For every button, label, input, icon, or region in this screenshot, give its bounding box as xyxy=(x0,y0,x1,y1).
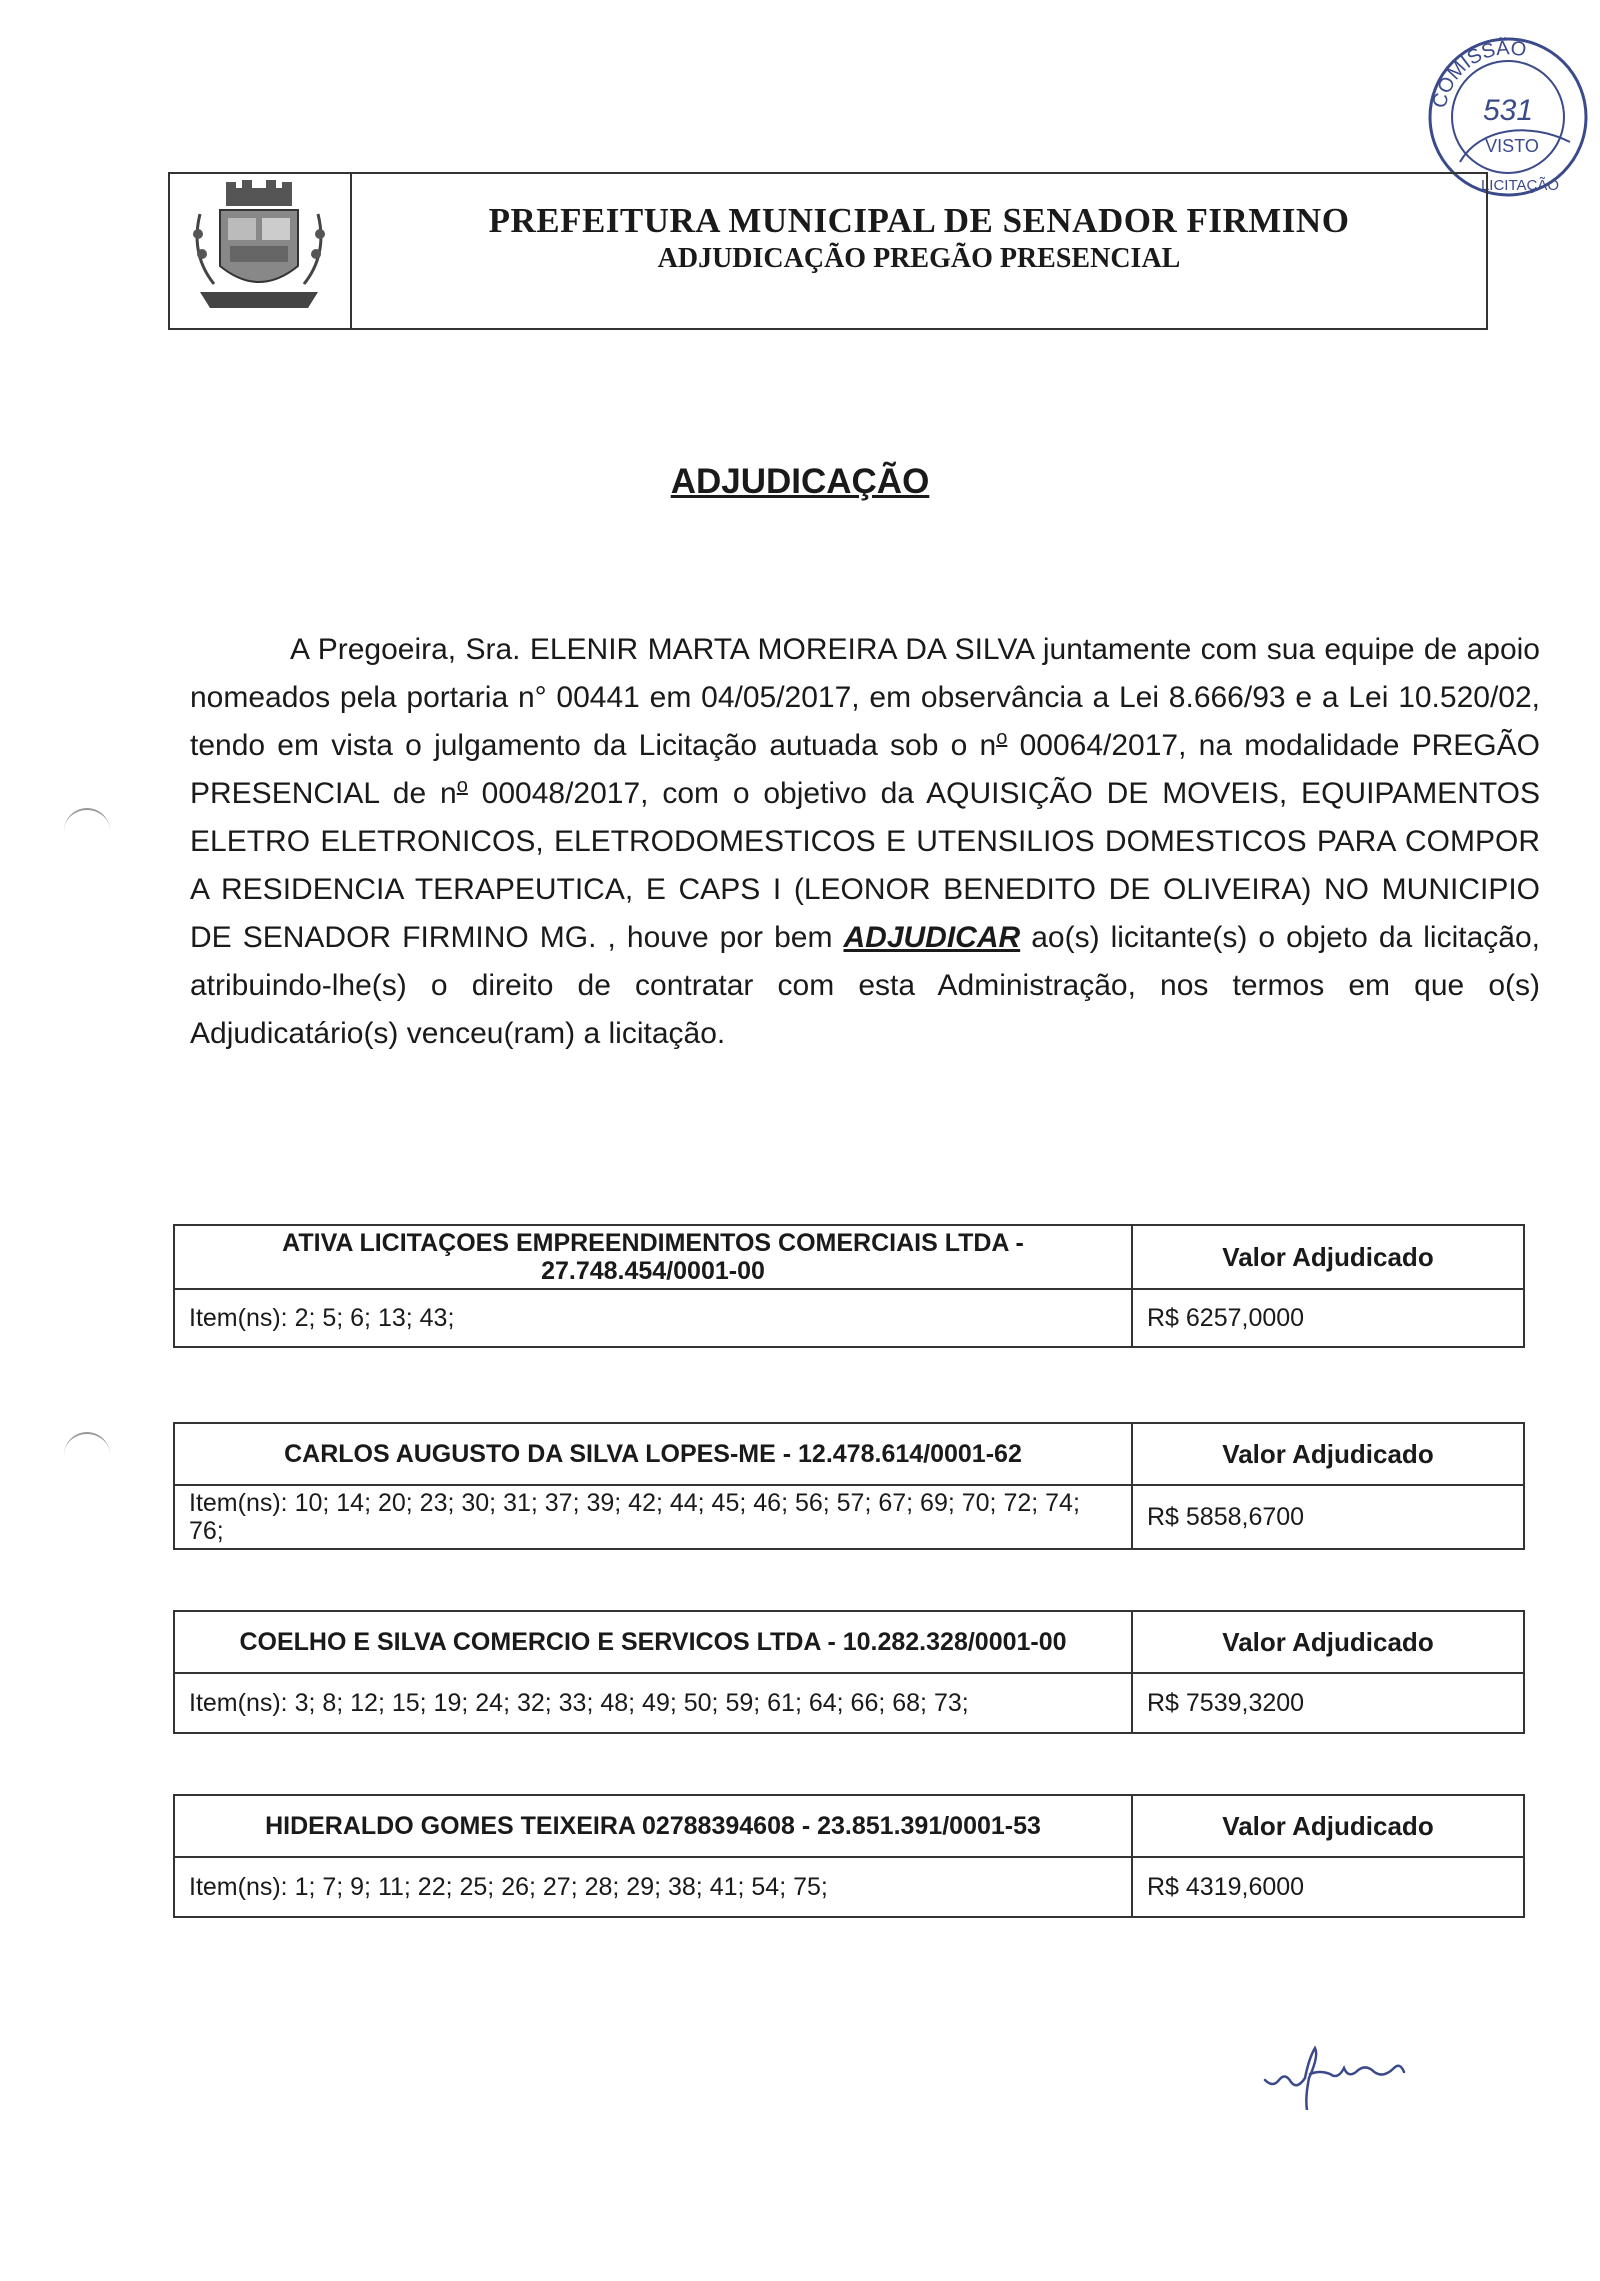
municipal-crest-icon xyxy=(170,174,348,328)
value-header: Valor Adjudicado xyxy=(1132,1423,1524,1485)
vendor-name: COELHO E SILVA COMERCIO E SERVICOS LTDA - 10.282.328/0001-00 xyxy=(174,1611,1132,1673)
crest-cell xyxy=(170,174,352,328)
stamp-top-text: COMISSÃO xyxy=(1428,37,1528,111)
vendor-name: CARLOS AUGUSTO DA SILVA LOPES-ME - 12.478.614/0001-62 xyxy=(174,1423,1132,1485)
punch-hole-mark xyxy=(64,1432,110,1464)
body-text-part: 00064/2017, na modalidade PREGÃO PRESENCIAL de n xyxy=(190,729,1540,810)
vendor-name: ATIVA LICITAÇOES EMPREENDIMENTOS COMERCIAIS LTDA - 27.748.454/0001-00 xyxy=(174,1225,1132,1289)
vendor-name: HIDERALDO GOMES TEIXEIRA 02788394608 - 23.851.391/0001-53 xyxy=(174,1795,1132,1857)
item-list: Item(ns): 10; 14; 20; 23; 30; 31; 37; 39; 42; 44; 45; 46; 56; 57; 67; 69; 70; 72; 74; 76; xyxy=(174,1485,1132,1549)
adjudicar-emphasis: ADJUDICAR xyxy=(843,921,1021,954)
award-table xyxy=(173,1794,1525,1918)
body-text-part: 00048/2017, com o objetivo da AQUISIÇÃO DE MOVEIS, EQUIPAMENTOS ELETRO ELETRONICOS, ELETRODOMESTICOS E UTENSILIOS DOMESTICOS PARA COMPOR A RESIDENCIA TERAPEUTICA, E CAPS I (LEONOR BENEDITO DE OLIVEIRA) NO MUNICIPIO DE SENADOR FIRMINO MG. , houve por bem xyxy=(190,777,1540,954)
body-text-part: A Pregoeira, Sra. ELENIR MARTA MOREIRA DA SILVA juntamente com sua equipe de apoio nomeados pela portaria n° 00441 em 04/05/2017, em observância a Lei 8.666/93 e a Lei 10.520/02, tendo em vista o julgamento da Licitação autuada sob o n xyxy=(190,633,1540,762)
stamp-bottom-text: LICITAÇÃO xyxy=(1480,177,1560,194)
adjudication-paragraph xyxy=(190,626,1540,1058)
page-title: ADJUDICAÇÃO xyxy=(670,462,930,501)
value-header: Valor Adjudicado xyxy=(1132,1225,1524,1289)
document-subtitle: ADJUDICAÇÃO PREGÃO PRESENCIAL xyxy=(657,243,1181,274)
stamp-number: 531 xyxy=(1482,94,1534,127)
ordinal-indicator: o xyxy=(456,775,468,797)
body-text-part: ao(s) licitante(s) o objeto da licitação, atribuindo-lhe(s) o direito de contratar com esta Administração, nos termos em que o(s) Adjudicatário(s) venceu(ram) a licitação. xyxy=(190,921,1540,1050)
awarded-amount: R$ 5858,6700 xyxy=(1132,1485,1524,1549)
award-table xyxy=(173,1224,1525,1348)
item-list: Item(ns): 2; 5; 6; 13; 43; xyxy=(174,1289,1132,1347)
awarded-amount: R$ 4319,6000 xyxy=(1132,1857,1524,1917)
municipality-title: PREFEITURA MUNICIPAL DE SENADOR FIRMINO xyxy=(488,201,1350,240)
value-header: Valor Adjudicado xyxy=(1132,1795,1524,1857)
punch-hole-mark xyxy=(64,808,110,840)
letterhead xyxy=(168,172,1488,330)
awarded-amount: R$ 6257,0000 xyxy=(1132,1289,1524,1347)
item-list: Item(ns): 3; 8; 12; 15; 19; 24; 32; 33; 48; 49; 50; 59; 61; 64; 66; 68; 73; xyxy=(174,1673,1132,1733)
award-table xyxy=(173,1610,1525,1734)
value-header: Valor Adjudicado xyxy=(1132,1611,1524,1673)
stamp-visto: VISTO xyxy=(1485,136,1539,156)
award-table xyxy=(173,1422,1525,1550)
awarded-amount: R$ 7539,3200 xyxy=(1132,1673,1524,1733)
handwritten-initials-icon xyxy=(1260,2040,1440,2110)
item-list: Item(ns): 1; 7; 9; 11; 22; 25; 26; 27; 28; 29; 38; 41; 54; 75; xyxy=(174,1857,1132,1917)
ordinal-indicator: o xyxy=(996,727,1008,749)
